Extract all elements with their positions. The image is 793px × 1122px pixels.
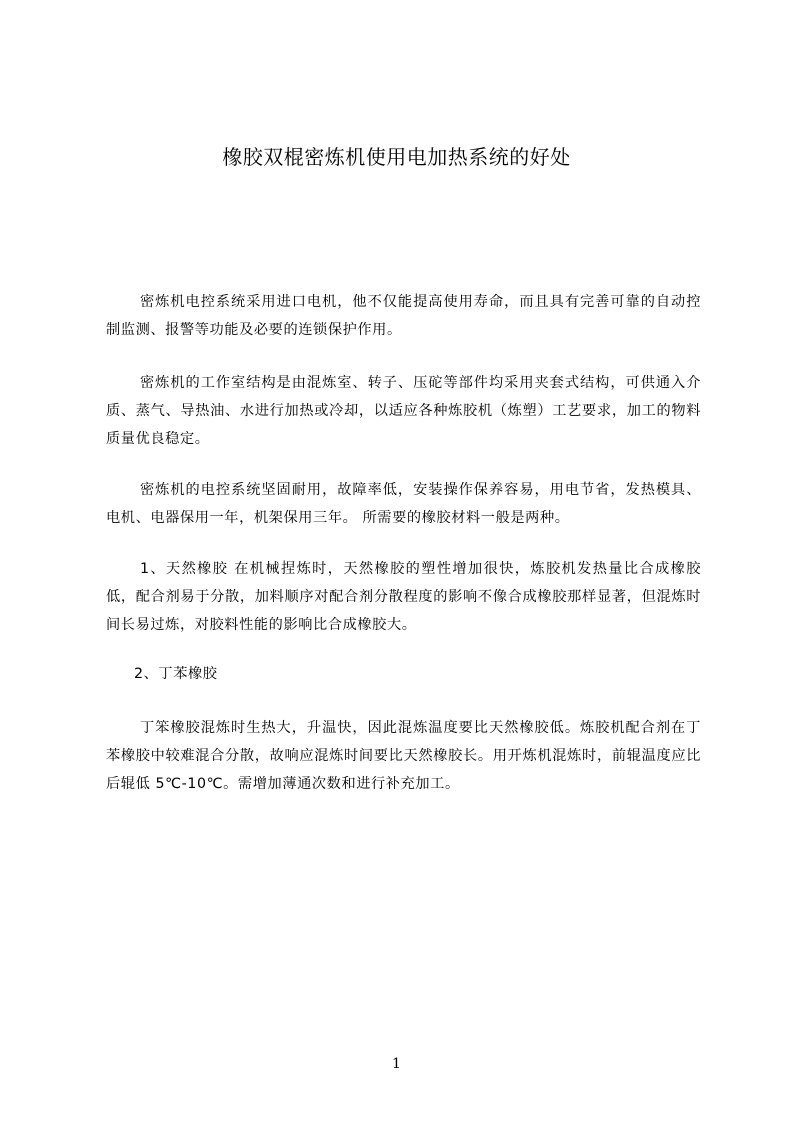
paragraph-electric-control: 密炼机电控系统采用进口电机，他不仅能提高使用寿命，而且具有完善可靠的自动控制监测、报警等功能及必要的连锁保护作用。 <box>106 294 701 338</box>
paragraph-working-chamber: 密炼机的工作室结构是由混炼室、转子、压砣等部件均采用夹套式结构，可供通入介质、蒸气、导热油、水进行加热或冷却，以适应各种炼胶机（炼塑）工艺要求，加工的物料质量优良稳定。 <box>106 375 701 447</box>
heading-styrene-butadiene-rubber: 2、丁苯橡胶 <box>134 666 218 682</box>
paragraph-natural-rubber: 1、天然橡胶 在机械捏炼时，天然橡胶的塑性增加很快，炼胶机发热量比合成橡胶低，配合剂易于分散，加料顺序对配合剂分散程度的影响不像合成橡胶那样显著，但混炼时间长易过炼，对胶料性能的影响比合成橡胶大。 <box>106 561 701 633</box>
paragraph-durability: 密炼机的电控系统坚固耐用，故障率低，安装操作保养容易，用电节省，发热模具、电机、电器保用一年，机架保用三年。 所需要的橡胶材料一般是两种。 <box>106 482 701 526</box>
document-title: 橡胶双棍密炼机使用电加热系统的好处 <box>222 145 571 169</box>
page-number: 1 <box>392 1056 401 1072</box>
paragraph-styrene-butadiene-rubber: 丁笨橡胶混炼时生热大，升温快，因此混炼温度要比天然橡胶低。炼胶机配合剂在丁苯橡胶中较难混合分散，故响应混炼时间要比天然橡胶长。用开炼机混炼时，前辊温度应比后辊低 5℃-10℃。需增加薄通次数和进行补充加工。 <box>106 720 701 792</box>
